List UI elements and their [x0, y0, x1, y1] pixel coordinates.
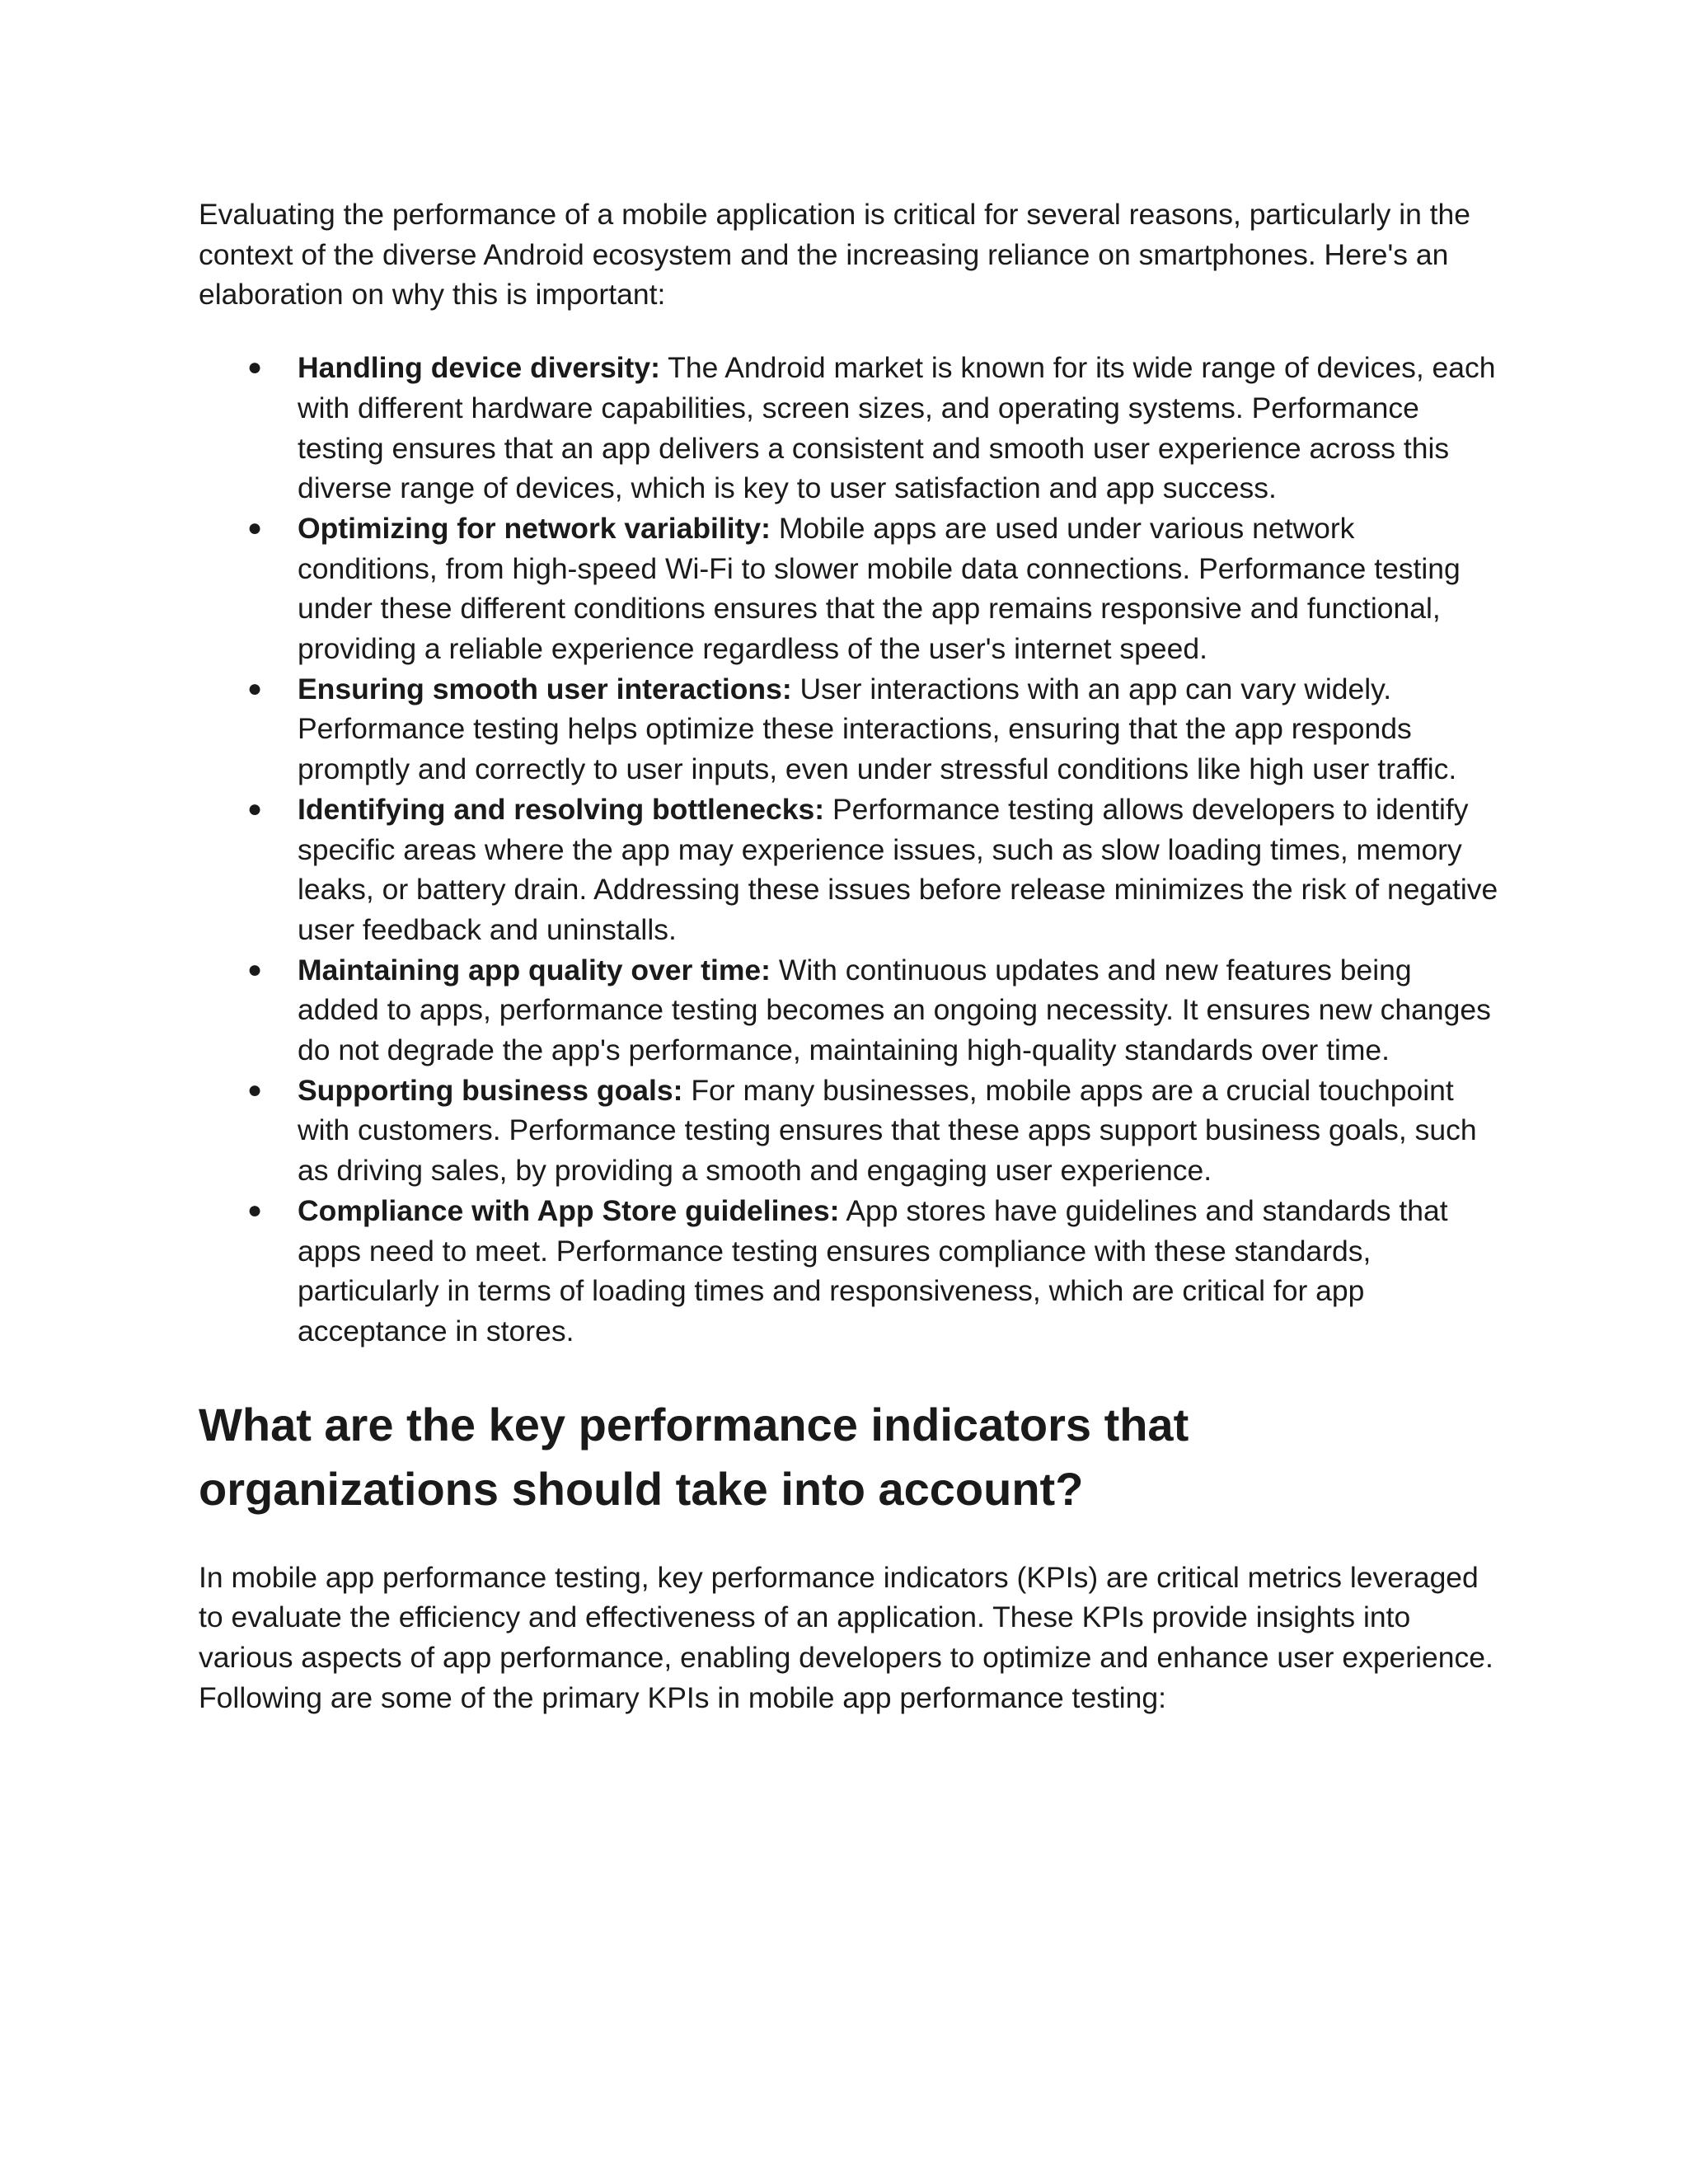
- bullet-icon: ●: [247, 354, 263, 382]
- bullet-title: Maintaining app quality over time:: [298, 953, 771, 987]
- bullet-text: User interactions with an app can vary widely. Performance testing helps optimize these interactions, ensuring that the app responds promptly and correctly to user inputs, even under stressful conditions like high user traffic.: [298, 672, 1457, 786]
- kpi-paragraph: In mobile app performance testing, key performance indicators (KPIs) are critical metrics leveraged to evaluate the efficiency and effectiveness of an application. These KPIs provide insights into various aspects of app performance, enabling developers to optimize and enhance user experience. Following are some of the primary KPIs in mobile app performance testing:: [199, 1560, 1493, 1714]
- list-item: [199, 509, 1501, 669]
- bullet-text: For many businesses, mobile apps are a crucial touchpoint with customers. Performance testing ensures that these apps support business goals, such as driving sales, by providing a smooth and engaging user experience.: [298, 1073, 1477, 1188]
- reasons-list: [199, 348, 1501, 1352]
- bullet-icon: ●: [247, 1076, 263, 1104]
- bullet-title: Ensuring smooth user interactions:: [298, 672, 792, 705]
- bullet-title: Supporting business goals:: [298, 1073, 683, 1107]
- intro-paragraph: Evaluating the performance of a mobile application is critical for several reasons, particularly in the context of the diverse Android ecosystem and the increasing reliance on smartphones. Here's an elaboration on why this is important:: [199, 198, 1471, 312]
- bullet-text: App stores have guidelines and standards that apps need to meet. Performance testing ensures compliance with these standards, particularly in terms of loading times and responsiveness, which are critical for app acceptance in stores.: [298, 1193, 1448, 1347]
- bullet-title: Handling device diversity:: [298, 351, 660, 385]
- bullet-title: Identifying and resolving bottlenecks:: [298, 792, 825, 826]
- list-item: [199, 790, 1501, 950]
- bullet-icon: ●: [247, 674, 263, 702]
- bullet-icon: ●: [247, 1196, 263, 1224]
- list-item: [199, 669, 1501, 790]
- bullet-text: Performance testing allows developers to identify specific areas where the app may experience issues, such as slow loading times, memory leaks, or battery drain. Addressing these issues before release minimizes the risk of negative user feedback and uninstalls.: [298, 792, 1498, 946]
- bullet-title: Optimizing for network variability:: [298, 511, 771, 545]
- section-heading: What are the key performance indicators that organizations should take into account?: [199, 1398, 1189, 1515]
- bullet-title: Compliance with App Store guidelines:: [298, 1193, 840, 1227]
- document-content: [199, 194, 1501, 1718]
- bullet-icon: ●: [247, 794, 263, 823]
- list-item: [199, 1191, 1501, 1352]
- bullet-icon: ●: [247, 513, 263, 541]
- list-item: [199, 348, 1501, 509]
- list-item: [199, 1071, 1501, 1191]
- bullet-text: The Android market is known for its wide range of devices, each with different hardware capabilities, screen sizes, and operating systems. Performance testing ensures that an app delivers a consistent and smooth user experience across this diverse range of devices, which is key to user satisfaction and app success.: [298, 351, 1496, 505]
- bullet-text: With continuous updates and new features being added to apps, performance testing becomes an ongoing necessity. It ensures new changes do not degrade the app's performance, maintaining high-quality standards over time.: [298, 953, 1491, 1067]
- list-item: [199, 950, 1501, 1071]
- bullet-text: Mobile apps are used under various network conditions, from high-speed Wi-Fi to slower mobile data connections. Performance testing under these different conditions ensures that the app remains responsive and functional, providing a reliable experience regardless of the user's internet speed.: [298, 511, 1461, 666]
- bullet-icon: ●: [247, 955, 263, 983]
